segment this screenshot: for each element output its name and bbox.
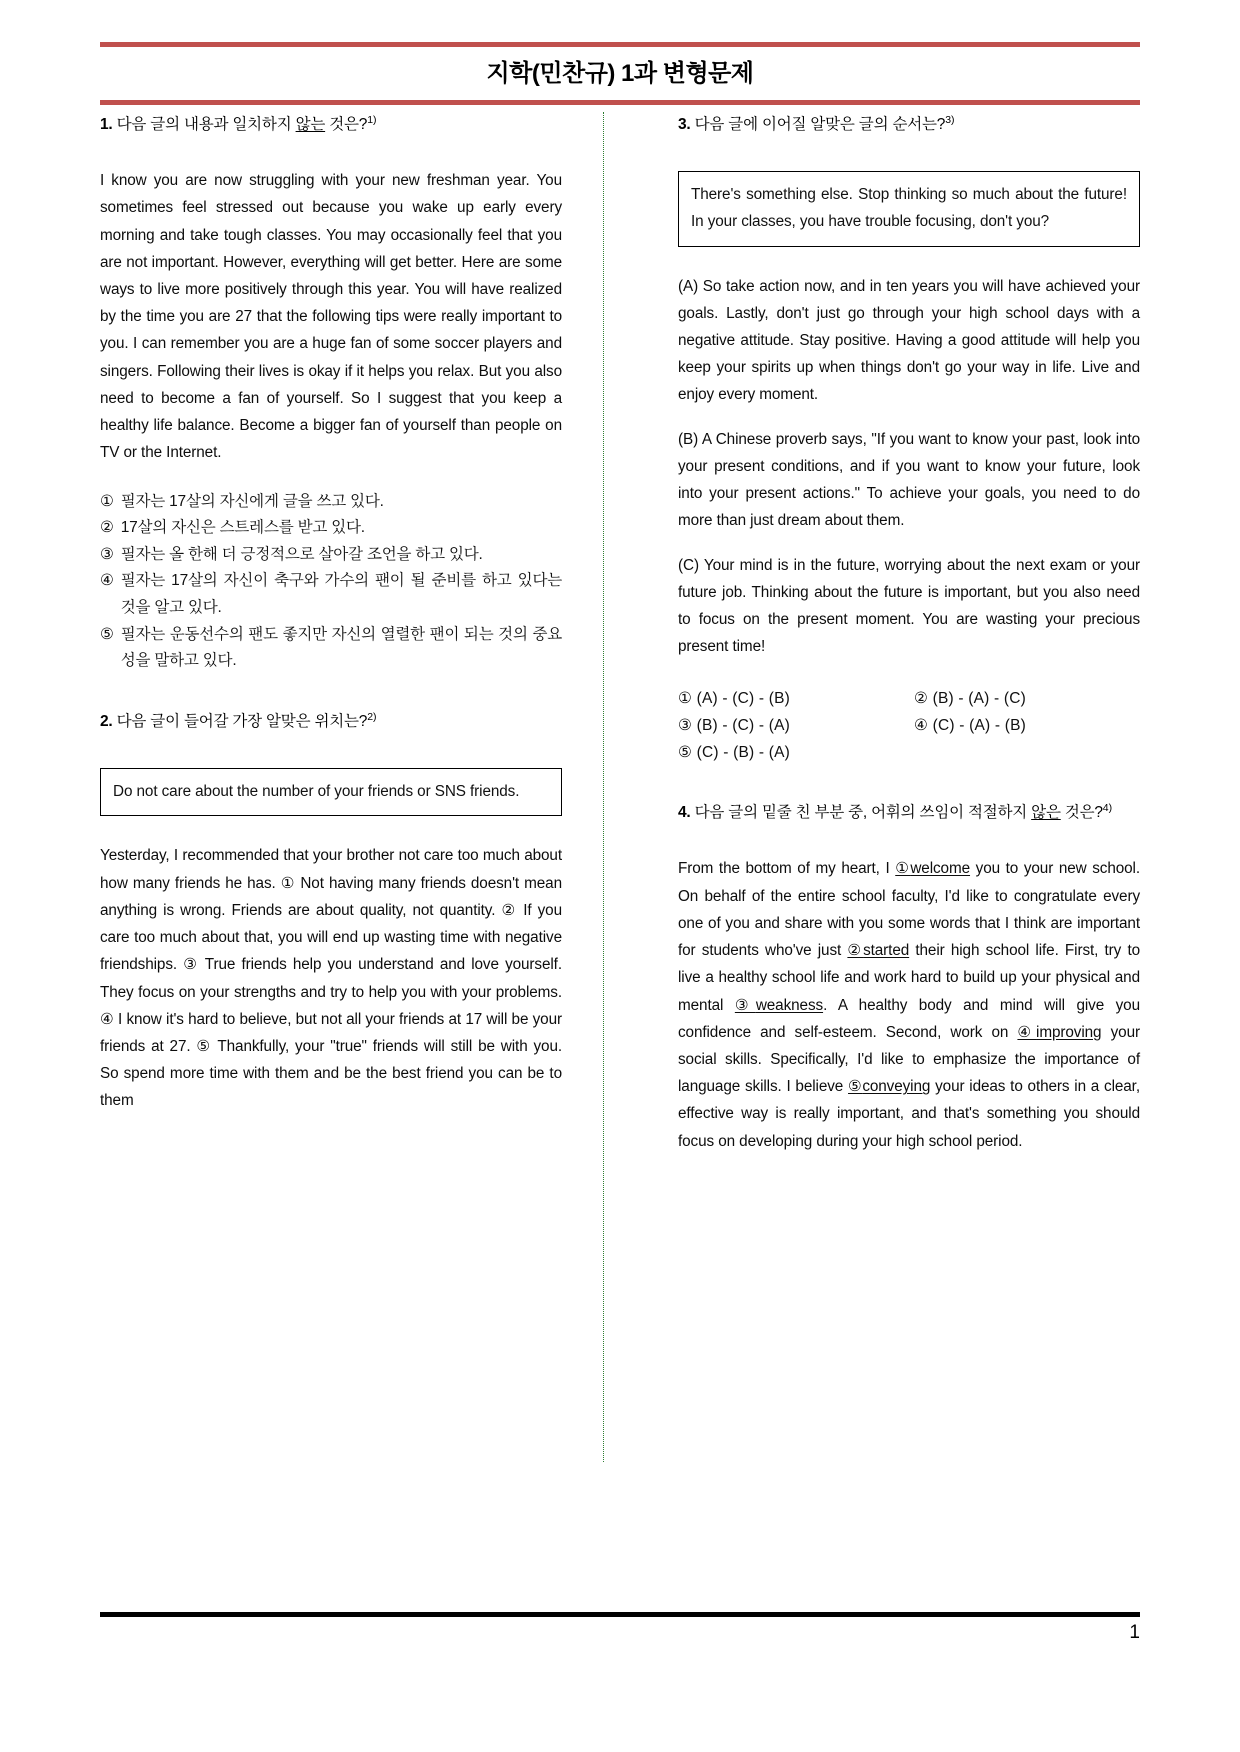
choice-word: started (863, 942, 910, 960)
passage-segment: True friends help you understand and love yourself. They focus on your strengths and try to help you with your problems. (100, 956, 562, 1001)
choice-marker: ② (847, 942, 864, 960)
choice-marker: ⑤ (100, 625, 114, 643)
question-2-boxed-passage: Do not care about the number of your friends or SNS friends. (100, 768, 562, 816)
passage-segment: Yesterday, I recommended that your brother not care too much about how many friends he has. (100, 847, 562, 892)
question-3-heading (678, 112, 1140, 137)
choice-word: weakness (755, 996, 824, 1014)
question-4-prompt-underlined: 않은 (1031, 804, 1061, 822)
page-title: 지학(민찬규) 1과 변형문제 (486, 60, 754, 87)
question-2-heading (100, 709, 562, 734)
passage-segment: you to your new school. On behalf of the entire school faculty, I'd like to congratulate every one of you and share with you some words that I think are important for students who've just (678, 860, 1140, 960)
choice-marker: ① (678, 690, 693, 708)
header-rule-bottom (100, 100, 1140, 105)
footer-rule (100, 1612, 1140, 1617)
choice-label: (C) - (B) - (A) (696, 743, 791, 761)
passage-segment: . A healthy body and mind will give you confidence and self-esteem. Second, work on (678, 996, 1140, 1041)
question-3-passage-b: (B) A Chinese proverb says, "If you want to know your past, look into your present conditions, and if you want to know your future, look into your present actions." To achieve your goals, you need to do more than just dream about them. (678, 430, 1140, 530)
choice-item[interactable] (914, 686, 1140, 713)
question-1-footnote: 1) (367, 113, 377, 126)
question-3-footnote: 3) (945, 113, 955, 126)
question-4-passage (678, 855, 1140, 1154)
question-2-passage (100, 842, 562, 1114)
question-1-prompt-after: 것은? (325, 116, 368, 133)
choice-label: 필자는 17살의 자신이 축구와 가수의 팬이 될 준비를 하고 있다는 것을 알고 있다. (120, 572, 562, 617)
choice-label: (B) - (A) - (C) (932, 690, 1027, 708)
choice-marker: ③ (734, 996, 756, 1014)
right-column (678, 112, 1140, 1472)
question-1-choices (100, 489, 562, 676)
insertion-marker[interactable]: ③ (183, 956, 199, 974)
question-1-passage: I know you are now struggling with your new freshman year. You sometimes feel stressed out because you wake up early every morning and take tough classes. You may occasionally feel that you are not important. However, everything will get better. Here are some ways to live more positively through this year. You will have realized by the time you are 27 that the following tips were really important to you. I can remember you are a huge fan of some soccer players and singers. Following their lives is okay if it helps you relax. But you also need to become a fan of yourself. So I suggest that you keep a healthy life balance. Become a bigger fan of yourself than people on TV or the Internet. (100, 172, 562, 462)
choice-item[interactable] (100, 622, 562, 675)
question-1-prompt-underlined: 않는 (295, 116, 326, 133)
choice-item[interactable] (100, 515, 562, 542)
choice-item[interactable] (100, 542, 562, 569)
question-4-number: 4. (678, 804, 691, 822)
question-2-prompt-before: 다음 글이 들어갈 가장 알맞은 위치는? (116, 713, 368, 731)
insertion-marker[interactable]: ② (501, 901, 518, 919)
choice-item[interactable] (100, 568, 562, 621)
underlined-choice-2[interactable] (847, 942, 909, 959)
question-3-passage-a: (A) So take action now, and in ten years you will have achieved your goals. Lastly, don't just go through your high school days with a negative attitude. Stay positive. Having a good attitude will help you keep your spirits up when things don't go your way in life. Live and enjoy every moment. (678, 277, 1140, 404)
insertion-marker[interactable]: ④ (100, 1010, 114, 1028)
choice-item[interactable] (678, 740, 904, 767)
choice-grid-spacer (914, 740, 1140, 767)
choice-item[interactable] (678, 713, 904, 740)
question-3-number: 3. (678, 116, 691, 133)
document-header (100, 42, 1140, 105)
choice-marker: ④ (1017, 1023, 1037, 1041)
passage-segment: From the bottom of my heart, I (678, 860, 896, 878)
choice-label: 필자는 17살의 자신에게 글을 쓰고 있다. (120, 492, 384, 510)
choice-marker: ③ (100, 545, 114, 563)
column-divider (603, 112, 604, 1462)
choice-label: 필자는 운동선수의 팬도 좋지만 자신의 열렬한 팬이 되는 것의 중요성을 말하고 있다. (120, 625, 562, 670)
passage-segment: I know it's hard to believe, but not all your friends at 17 will be your friends at 27. (100, 1010, 562, 1055)
question-2-number: 2. (100, 713, 113, 731)
question-1-prompt-before: 다음 글의 내용과 일치하지 (116, 116, 296, 133)
question-3-passage-c: (C) Your mind is in the future, worrying about the next exam or your future job. Thinking about the future is important, but you also need to focus on the present moment. You are wasting your precious present time! (678, 556, 1140, 656)
choice-label: (A) - (C) - (B) (696, 690, 791, 708)
choice-marker: ① (100, 492, 114, 510)
choice-marker: ③ (678, 717, 693, 735)
question-3-boxed-passage: There's something else. Stop thinking so much about the future! In your classes, you have trouble focusing, don't you? (678, 171, 1140, 246)
choice-label: (C) - (A) - (B) (932, 717, 1027, 735)
question-2-footnote: 2) (367, 710, 377, 723)
choice-marker: ⑤ (848, 1078, 863, 1096)
question-3-prompt-before: 다음 글에 이어질 알맞은 글의 순서는? (694, 116, 946, 133)
question-1-number: 1. (100, 116, 113, 133)
choice-word: conveying (862, 1078, 931, 1096)
choice-label: 필자는 올 한해 더 긍정적으로 살아갈 조언을 하고 있다. (120, 545, 483, 563)
choice-label: 17살의 자신은 스트레스를 받고 있다. (120, 519, 365, 537)
choice-item[interactable] (678, 686, 904, 713)
passage-segment: your social skills. Specifically, I'd like to emphasize the importance of language skills. I believe (678, 1023, 1140, 1096)
choice-label: (B) - (C) - (A) (696, 717, 791, 735)
content-columns (100, 112, 1140, 1472)
choice-marker: ④ (100, 572, 114, 590)
choice-marker: ① (895, 860, 911, 878)
passage-segment: their high school life. First, try to live a healthy school life and work hard to build up your physical and mental (678, 942, 1140, 1014)
question-4-prompt-after: 것은? (1060, 804, 1103, 822)
insertion-marker[interactable]: ⑤ (196, 1037, 212, 1055)
passage-segment: If you care too much about that, you will end up wasting time with negative friendships. (100, 901, 562, 974)
page-number: 1 (1129, 1622, 1140, 1643)
question-4-prompt-before: 다음 글의 밑줄 친 부분 중, 어휘의 쓰임이 적절하지 (694, 804, 1032, 822)
passage-segment: Thankfully, your "true" friends will still be with you. So spend more time with them and be the best friend you can be to them (100, 1037, 563, 1110)
underlined-choice-4[interactable] (1017, 1024, 1101, 1041)
insertion-marker[interactable]: ① (280, 874, 296, 892)
passage-segment: your ideas to others in a clear, effective way is really important, and that's something you should focus on developing during your high school period. (678, 1078, 1140, 1150)
choice-word: welcome (910, 860, 971, 878)
choice-marker: ⑤ (678, 743, 693, 761)
passage-segment: Not having many friends doesn't mean anything is wrong. Friends are about quality, not quantity. (100, 874, 562, 919)
underlined-choice-5[interactable] (848, 1078, 930, 1095)
question-4-footnote: 4) (1102, 802, 1113, 815)
choice-item[interactable] (914, 713, 1140, 740)
underlined-choice-1[interactable] (895, 860, 970, 877)
question-1-heading (100, 112, 562, 137)
question-3-choices (678, 686, 1140, 766)
choice-marker: ④ (914, 717, 929, 735)
choice-marker: ② (914, 690, 929, 708)
choice-word: improving (1036, 1023, 1102, 1041)
left-column (100, 112, 562, 1472)
choice-marker: ② (100, 519, 114, 537)
choice-item[interactable] (100, 489, 562, 516)
underlined-choice-3[interactable] (735, 997, 823, 1014)
question-4-heading (678, 800, 1140, 825)
